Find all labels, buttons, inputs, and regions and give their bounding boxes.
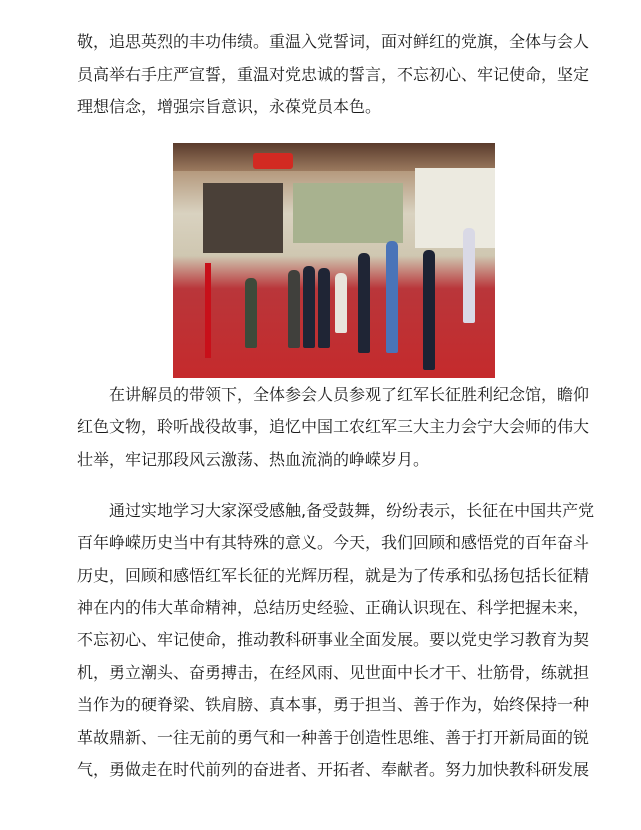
text-line: 当作为的硬脊梁、铁肩膀、真本事，勇于担当、善于作为，始终保持一种 (77, 695, 590, 714)
text-line: 理想信念，增强宗旨意识，永葆党员本色。 (77, 97, 382, 116)
photo-person (463, 228, 475, 323)
text-line: 神在内的伟大革命精神，总结历史经验、正确认识现在、科学把握未来， (77, 598, 590, 617)
text-line: 壮举，牢记那段风云激荡、热血流淌的峥嵘岁月。 (77, 450, 430, 469)
text-line: 气，勇做走在时代前列的奋进者、开拓者、奉献者。努力加快教科研发展 (77, 760, 590, 779)
photo-person (358, 253, 370, 353)
photo-red-star-emblem (253, 153, 293, 169)
text-line: 敬，追思英烈的丰功伟绩。重温入党誓词，面对鲜红的党旗，全体与会人 (77, 32, 590, 51)
text-line: 员高举右手庄严宣誓，重温对党忠诚的誓言，不忘初心、牢记使命，坚定 (77, 65, 590, 84)
photo-person (245, 278, 257, 348)
photo-window (415, 168, 495, 248)
photo-ceiling (173, 143, 495, 171)
museum-visit-photo (173, 143, 495, 378)
photo-person (288, 270, 300, 348)
photo-person (386, 241, 398, 353)
text-line: 在讲解员的带领下，全体参会人员参观了红军长征胜利纪念馆，瞻仰 (109, 385, 590, 404)
text-line: 不忘初心、牢记使命，推动教科研事业全面发展。要以党史学习教育为契 (77, 630, 590, 649)
photo-person (318, 268, 330, 348)
text-line: 历史，回顾和感悟红军长征的光辉历程，就是为了传承和弘扬包括长征精 (77, 566, 590, 585)
photo-person (423, 250, 435, 370)
photo-red-stanchion (205, 263, 211, 358)
text-line: 百年峥嵘历史当中有其特殊的意义。今天，我们回顾和感悟党的百年奋斗 (77, 533, 590, 552)
photo-person (335, 273, 347, 333)
text-line: 机，勇立潮头、奋勇搏击，在经风雨、见世面中长才干、壮筋骨，练就担 (77, 663, 590, 682)
text-line: 通过实地学习大家深受感触,备受鼓舞，纷纷表示，长征在中国共产党 (109, 501, 595, 520)
photo-exhibit-wall (203, 183, 283, 253)
text-line: 红色文物，聆听战役故事，追忆中国工农红军三大主力会宁大会师的伟大 (77, 417, 590, 436)
photo-person (303, 266, 315, 348)
photo-exhibit-panel (293, 183, 403, 243)
text-line: 革故鼎新、一往无前的勇气和一种善于创造性思维、善于打开新局面的锐 (77, 728, 590, 747)
